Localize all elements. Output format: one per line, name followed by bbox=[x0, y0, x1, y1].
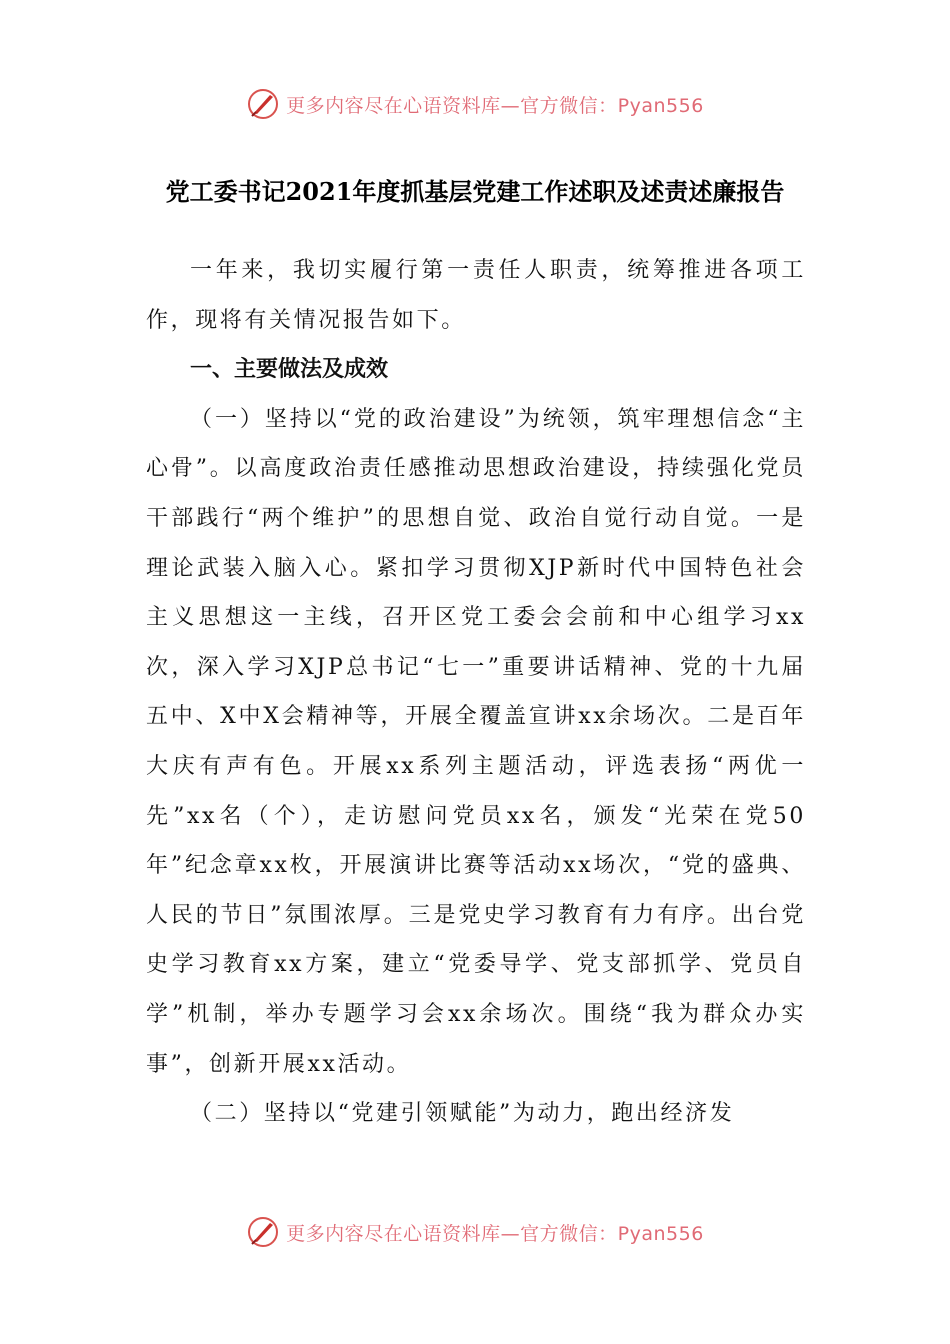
intro-paragraph: 一年来，我切实履行第一责任人职责，统筹推进各项工作，现将有关情况报告如下。 bbox=[146, 258, 806, 333]
header-watermark-banner bbox=[0, 84, 950, 124]
body-paragraph-1: （一）坚持以“党的政治建设”为统领，筑牢理想信念“主心骨”。以高度政治责任感推动思想政治建设，持续强化党员干部践行“两个维护”的思想自觉、政治自觉行动自觉。一是理论武装入脑入心。紧扣学习贯彻XJP新时代中国特色社会主义思想这一主线，召开区党工委会会前和中心组学习xx次，深入学习XJP总书记“七一”重要讲话精神、党的十九届五中、X中X会精神等，开展全覆盖宣讲xx余场次。二是百年大庆有声有色。开展xx系列主题活动，评选表扬“两优一先”xx名（个），走访慰问党员xx名，颁发“光荣在党50年”纪念章xx枚，开展演讲比赛等活动xx场次，“党的盛典、人民的节日”氛围浓厚。三是党史学习教育有力有序。出台党史学习教育xx方案，建立“党委导学、党支部抓学、党员自学”机制，举办专题学习会xx余场次。围绕“我为群众办实事”，创新开展xx活动。 bbox=[146, 406, 806, 1077]
header-watermark-text: 更多内容尽在心语资料库—官方微信：Pyan556 bbox=[286, 94, 704, 117]
document-body bbox=[146, 246, 806, 1139]
footer-watermark-text: 更多内容尽在心语资料库—官方微信：Pyan556 bbox=[286, 1222, 704, 1245]
footer-watermark-banner bbox=[0, 1212, 950, 1252]
quill-circle-logo-icon bbox=[246, 1215, 280, 1249]
quill-circle-logo-icon bbox=[246, 87, 280, 121]
section-heading: 一、主要做法及成效 bbox=[190, 357, 389, 383]
document-title: 党工委书记2021年度抓基层党建工作述职及述责述廉报告 bbox=[165, 177, 785, 206]
body-paragraph-2: （二）坚持以“党建引领赋能”为动力，跑出经济发 bbox=[190, 1101, 735, 1127]
